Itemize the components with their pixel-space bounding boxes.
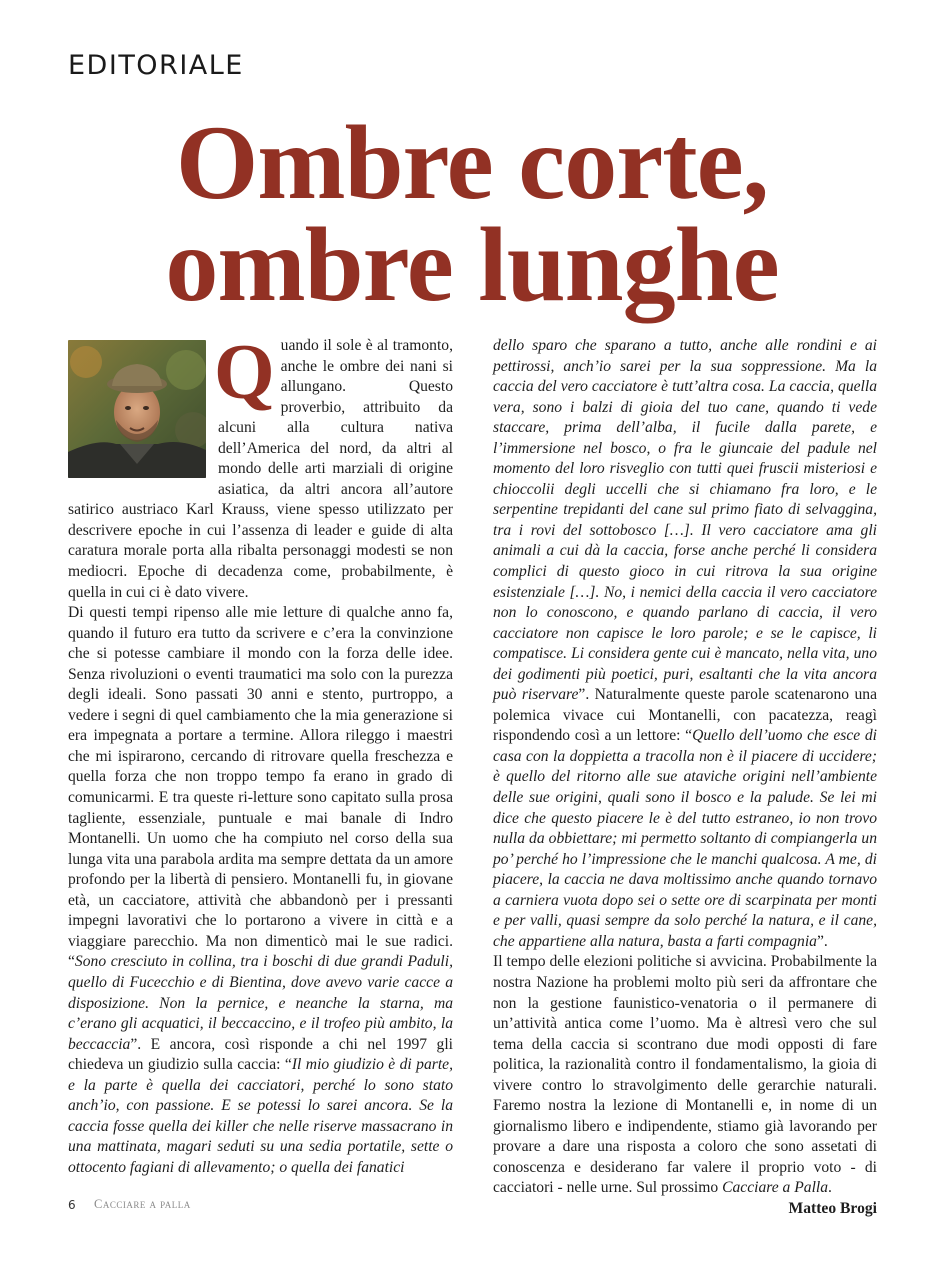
paragraph-4-end: . [828,1179,832,1197]
quote-montanelli-3: Quello dell’uomo che esce di casa con la doppietta a tracolla non è il piacere di uccidere; è quello del ritorno alle sue ataviche origini nell’ambiente delle sue origini, quali sono il bosco e la palude. Se lei mi dice che questo piacere le è del tutto estraneo, io non trovo nulla da obbiettare; mi permetto soltanto di compiangerla un po’ perché ho l’impressione che le manchi qualcosa. A me, di piacere, la caccia ne dava moltissimo anche quando tornavo a carniera vuota dopo sei o sette ore di scarpinata per monti e per valli, quasi sempre da solo perché la natura, e il cane, che appartiene alla natura, basta a farti compagnia [493,727,877,950]
drop-cap: Q [214,328,275,415]
section-label: EDITORIALE [68,50,244,81]
paragraph-3-text: ”. Naturalmente queste parole scatenarono una polemica vivace cui Montanelli, con pacatezza, reagì rispondendo così a un lettore: “ [493,686,877,745]
paragraph-1-text: uando il sole è al tramonto, anche le ombre dei nani si allungano. Questo proverbio, attribuito da alcuni alla cultura nativa dell’America del nord, da altri al mondo delle arti marziali di origine asiatica, da altri ancora all’autore satirico austriaco Karl Krauss, viene spesso utilizzato per descrivere epoche in cui l’assenza di leader e guide di alta caratura morale porta alla ribalta personaggi modesti se non mediocri. Epoche di decadenza come, probabilmente, è quella in cui ci è dato vivere. [68,337,453,601]
author-photo [68,340,206,478]
magazine-name: Cacciare a palla [94,1197,191,1211]
quote-montanelli-2: Il mio giudizio è di parte, e la parte è quella dei cacciatori, perché lo sono stato anch’io, con passione. E se potessi lo sarei ancora. Se la caccia fosse quella dei killer che nelle riserve massacrano in una mattinata, magari seduti su una sedia portatile, sette o ottocento fagiani di allevamento; o quella dei fanatici [68,1056,453,1176]
headline-line-1: Ombre corte, [175,104,769,221]
paragraph-4 [493,952,877,1199]
left-column [68,328,453,1178]
paragraph-2-text-b: ”. E ancora, così risponde a chi nel 1997 gli chiedeva un giudizio sulla caccia: “ [68,1035,453,1074]
author-signature: Matteo Brogi [788,1199,877,1217]
paragraph-2-continued [493,336,877,952]
page-number: 6 [68,1198,76,1212]
paragraph-2-text: Di questi tempi ripenso alle mie letture di qualche anno fa, quando il futuro era tutto da scrivere e c’era la convinzione che si potesse cambiare il mondo con la forza delle idee. Senza rivoluzioni o eventi traumatici ma solo con la purezza degli ideali. Sono passati 30 anni e stento, purtroppo, a vedere i segni di quel cambiamento che la mia generazione si era impegnata a portare a termine. Allora rileggo i maestri che mi ispirarono, cercando di ritrovare quella freschezza e quella forza che non troppo tempo fa erano in grado di comunicarmi. E tra queste ri-letture sono capitato sulla prosa tagliente, essenziale, puntuale e mai banale di Indro Montanelli. Un uomo che ha compiuto nel corso della sua lunga vita una parabola ardita ma sempre dettata da un amore profondo per la libertà di pensiero. Montanelli fu, in giovane età, un cacciatore, attività che abbandonò per i pressanti impegni lavorativi che lo portarono a vivere in città e a viaggiare parecchio. Ma non dimenticò mai le sue radici. “ [68,604,453,971]
paragraph-2 [68,603,453,1178]
headline [0,104,944,323]
quote-montanelli-1: Sono cresciuto in collina, tra i boschi di due grandi Paduli, quello di Fucecchio e di Bientina, dove avevo varie cacce a disposizione. Non la pernice, e neanche la starna, ma c’erano gli acquatici, il beccaccino, e il trofeo più ambito, la beccaccia [68,953,453,1053]
headline-line-2: ombre lunghe [165,206,779,323]
paragraph-4-text: Il tempo delle elezioni politiche si avvicina. Probabilmente la nostra Nazione ha problemi molto più seri da affrontare che non la gestione faunistico-venatoria o il permanere di un’attività antica come l’uomo. Ma è altresì vero che sul tema della caccia si scontrano due modi opposti di fare politica, la razionalità contro il fondamentalismo, la gioia di vivere contro lo stravolgimento delle gerarchie naturali. Faremo nostra la lezione di Montanelli e, in nome di un giornalismo libero e indipendente, stiamo già lavorando per provare a dare una risposta a coloro che sono assetati di conoscenza e desiderano far valere il proprio voto - di cacciatori - nelle urne. Sul prossimo [493,953,877,1197]
quote-montanelli-2-continued: dello sparo che sparano a tutto, anche alle rondini e ai pettirossi, anch’io sarei per la sua soppressione. Ma la caccia del vero cacciatore è tutt’altra cosa. La caccia, quella vera, sono i balzi di gioia del tuo cane, quando ti vede staccare, prima dell’alba, il fucile dalla parete, e l’immersione nel bosco, o fra le giuncaie del padule nel momento del loro risveglio con tutti quei fruscii misteriosi e chioccolii degli uccelli che si chiamano fra loro, e le serpentine trepidanti del cane sul primo fiato di selvaggina, tra i rovi del sottobosco […]. Il vero cacciatore ama gli animali a cui dà la caccia, forse anche perché li considera complici di questo gioco in cui ritrova la sua origine esistenziale […]. No, i nemici della caccia il vero cacciatore non lo conoscono, e quando parlano di caccia, il vero cacciatore non capisce le loro parole; e se le capisce, li compatisce. Li considera gente cui è mancato, nella vita, uno dei godimenti più poetici, puri, esaltanti che la vita ancora può riservare [493,337,877,704]
magazine-reference: Cacciare a Palla [722,1179,829,1197]
paragraph-3-close: ”. [816,932,828,950]
right-column [493,336,877,1220]
